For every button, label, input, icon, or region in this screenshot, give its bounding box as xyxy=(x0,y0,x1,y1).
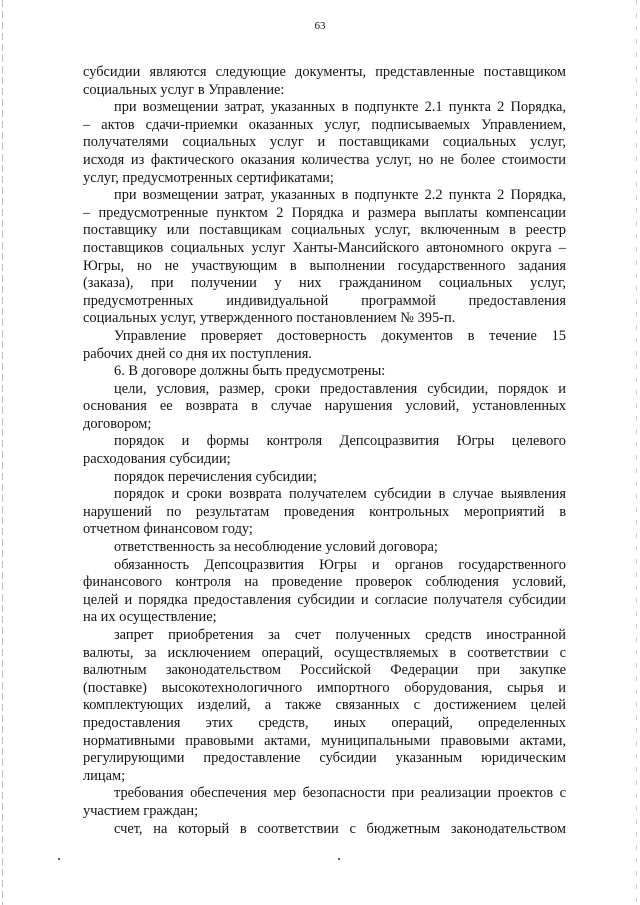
text-line: валютным законодательством Российской Федерации при закупке xyxy=(83,662,566,679)
text-line: запрет приобретения за счет полученных средств иностранной xyxy=(114,627,566,643)
text-line: участием граждан; xyxy=(83,802,199,819)
page-number: 63 xyxy=(314,20,326,32)
text-line: получателями социальных услуг и поставщиками социальных услуг, xyxy=(83,134,566,151)
paragraph xyxy=(83,821,566,839)
text-line: регулирующими предоставление субсидии указанным юридическим xyxy=(83,750,566,767)
paragraph xyxy=(83,785,566,820)
text-line: на их осуществление; xyxy=(83,609,217,626)
text-line: целей и порядка предоставления субсидии и согласие получателя субсидии xyxy=(83,591,566,608)
text-line: при возмещении затрат, указанных в подпункте 2.2 пункта 2 Порядка, xyxy=(114,187,566,204)
text-line: исходя из фактического оказания количества услуг, но не более стоимости xyxy=(83,151,566,168)
text-line: договором; xyxy=(83,415,152,432)
document-body xyxy=(83,64,566,838)
paragraph xyxy=(83,433,566,468)
scan-edge-left xyxy=(2,0,3,905)
text-line: счет, на который в соответствии с бюджетным законодательством xyxy=(114,820,566,837)
text-line: порядок и сроки возврата получателем субсидии в случае выявления xyxy=(114,486,566,503)
text-line: поставщиков социальных услуг Ханты-Мансийского автономного округа – xyxy=(83,239,566,256)
text-line: порядок перечисления субсидии; xyxy=(114,468,317,485)
text-line: нарушений по результатам проведения контрольных мероприятий в xyxy=(83,503,566,520)
text-line: поставщику или поставщикам социальных услуг, включенным в реестр xyxy=(83,222,566,239)
text-line: валюты, за исключением операций, осуществляемых в соответствии с xyxy=(83,644,566,661)
scan-speck xyxy=(338,858,340,860)
text-line: Управление проверяет достоверность документов в течение 15 xyxy=(114,327,566,344)
text-line: Югры, но не участвующим в выполнении государственного задания xyxy=(83,257,566,274)
text-line: обязанность Депсоцразвития Югры и органов государственного xyxy=(114,556,566,573)
text-line: комплектующих изделий, а также связанных с достижением целей xyxy=(83,697,566,714)
scan-speck xyxy=(58,858,60,860)
text-line: предоставления этих средств, иных операций, определенных xyxy=(83,714,566,731)
text-line: социальных услуг, утвержденного постановлением № 395-п. xyxy=(83,310,456,327)
paragraph xyxy=(83,539,566,557)
text-line: – предусмотренные пунктом 2 Порядка и размера выплаты компенсации xyxy=(83,204,566,221)
text-line: (поставке) высокотехнологичного импортного оборудования, сырья и xyxy=(83,679,566,696)
text-line: предусмотренных индивидуальной программой предоставления xyxy=(83,292,566,309)
text-line: 6. В договоре должны быть предусмотрены: xyxy=(114,363,386,380)
text-line: нормативными правовыми актами, муниципальными правовыми актами, xyxy=(83,732,566,749)
paragraph xyxy=(83,486,566,539)
paragraph xyxy=(83,99,566,187)
text-line: (заказа), при получении у них гражданином социальных услуг, xyxy=(83,275,566,292)
paragraph xyxy=(83,363,566,381)
text-line: расходования субсидии; xyxy=(83,451,231,468)
paragraph xyxy=(83,557,566,627)
text-line: ответственность за несоблюдение условий договора; xyxy=(114,539,438,556)
text-line: – актов сдачи-приемки оказанных услуг, подписываемых Управлением, xyxy=(83,116,566,133)
text-line: основания ее возврата в случае нарушения условий, установленных xyxy=(83,398,566,415)
text-line: услуг, предусмотренных сертификатами; xyxy=(83,169,334,186)
text-line: субсидии являются следующие документы, представленные поставщиком xyxy=(83,64,566,80)
paragraph xyxy=(83,328,566,363)
text-line: финансового контроля на проведение проверок соблюдения условий, xyxy=(83,574,566,591)
paragraph xyxy=(83,627,566,785)
paragraph xyxy=(83,469,566,487)
scan-edge-right xyxy=(636,0,637,905)
text-line: порядок и формы контроля Депсоцразвития Югры целевого xyxy=(114,433,566,450)
text-line: при возмещении затрат, указанных в подпункте 2.1 пункта 2 Порядка, xyxy=(114,99,566,116)
text-line: лицам; xyxy=(83,767,126,784)
text-line: отчетном финансовом году; xyxy=(83,521,253,538)
text-line: рабочих дней со дня их поступления. xyxy=(83,345,312,362)
paragraph xyxy=(83,381,566,434)
text-line: социальных услуг в Управление: xyxy=(83,81,285,98)
paragraph xyxy=(83,64,566,99)
paragraph xyxy=(83,187,566,328)
text-line: цели, условия, размер, сроки предоставления субсидии, порядок и xyxy=(114,380,566,397)
text-line: требования обеспечения мер безопасности при реализации проектов с xyxy=(114,785,566,802)
